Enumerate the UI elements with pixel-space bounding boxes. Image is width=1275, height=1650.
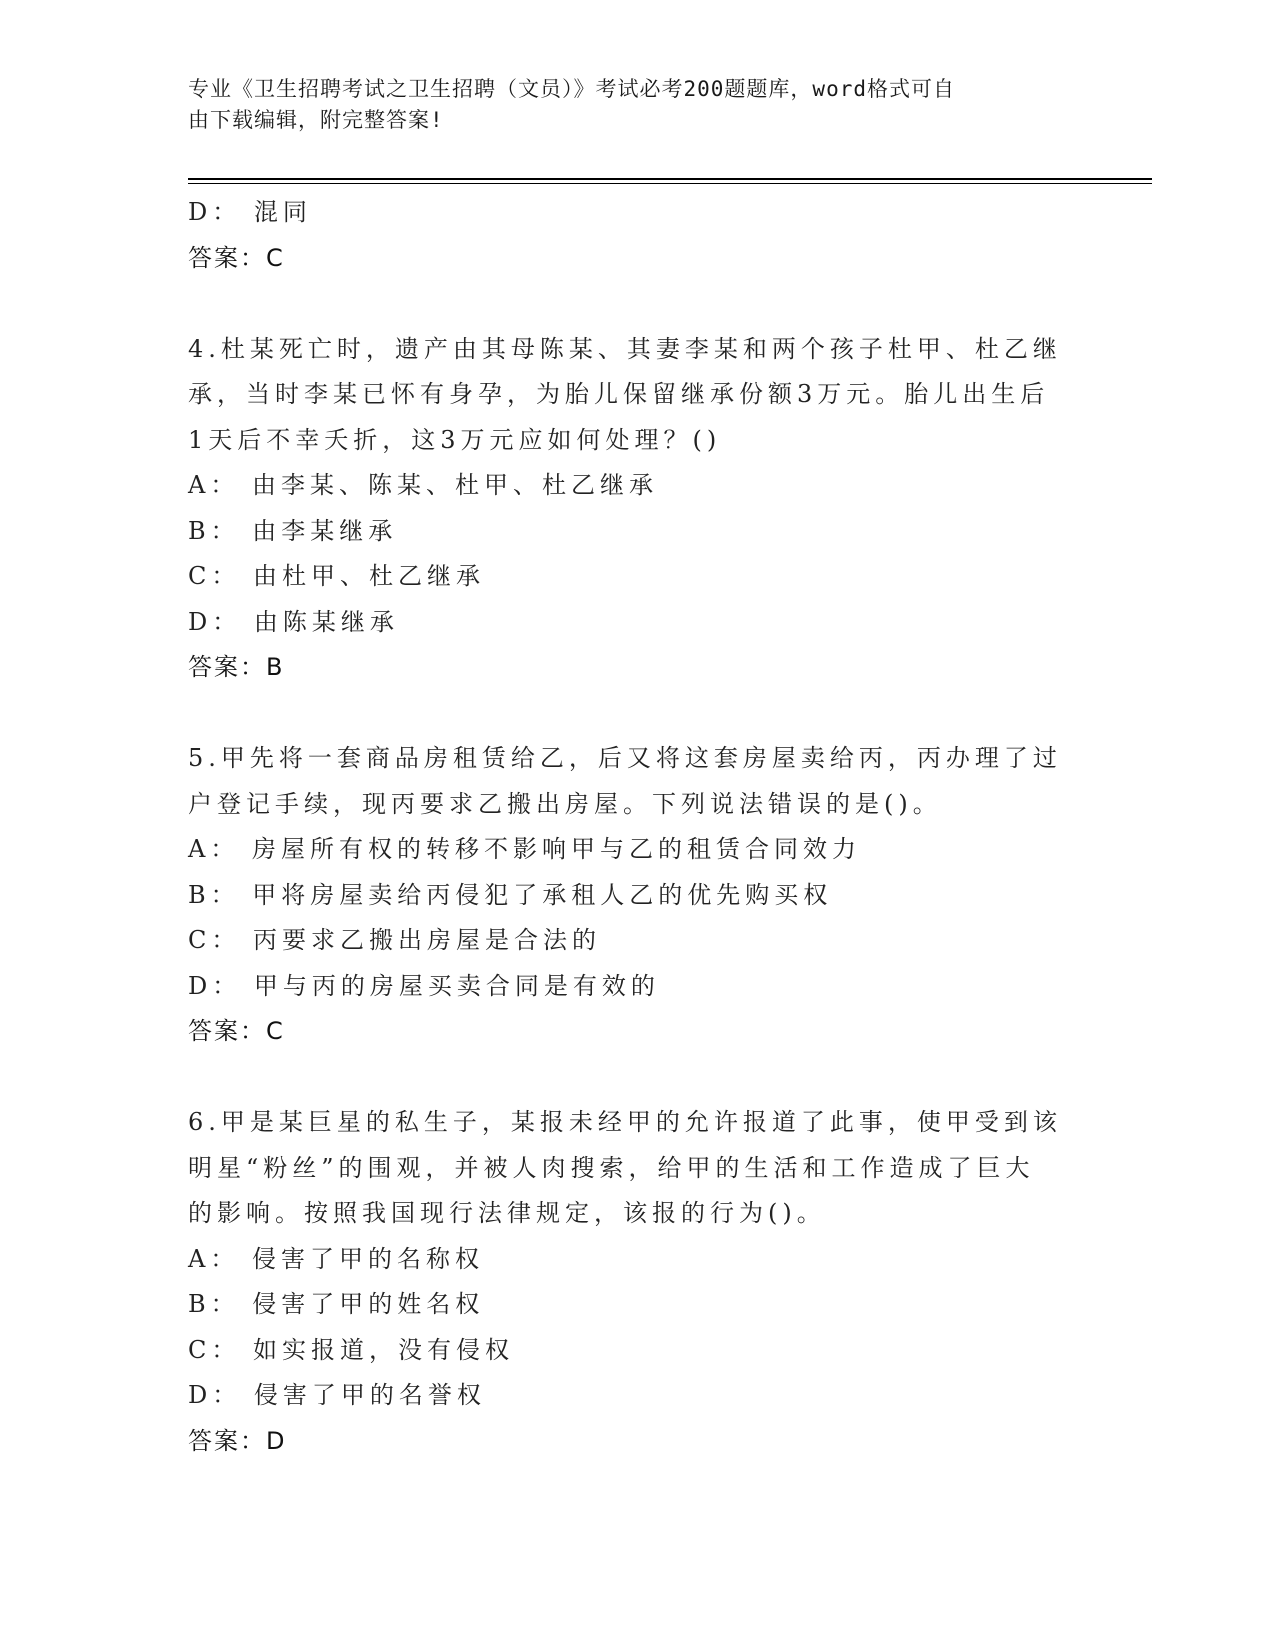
q5-answer: 答案：C [188,1017,285,1045]
q5-stem-line: 5.甲先将一套商品房租赁给乙，后又将这套房屋卖给丙，丙办理了过 [188,744,1062,772]
q4-option-a: A： 由李某、陈某、杜甲、杜乙继承 [188,471,658,499]
header-line-2: 由下载编辑，附完整答案! [188,108,444,132]
q6-option-c: C： 如实报道，没有侵权 [188,1335,514,1364]
q5-option-a: A： 房屋所有权的转移不影响甲与乙的租赁合同效力 [188,835,861,863]
header-divider-thick [188,178,1152,180]
header-line-1: 专业《卫生招聘考试之卫生招聘（文员）》考试必考200题题库，word格式可自 [188,77,955,101]
spacer [188,691,1068,737]
document-header [188,74,1068,136]
q5-option-c: C： 丙要求乙搬出房屋是合法的 [188,926,601,954]
q5-option-d: D： 甲与丙的房屋买卖合同是有效的 [188,971,660,1000]
q5-stem-line: 户登记手续，现丙要求乙搬出房屋。下列说法错误的是()。 [188,789,942,818]
q6-stem-line: 明星“粉丝”的围观，并被人肉搜索，给甲的生活和工作造成了巨大 [188,1153,1035,1182]
q4-stem-line: 4.杜某死亡时，遗产由其母陈某、其妻李某和两个孩子杜甲、杜乙继 [188,334,1062,363]
q6-answer: 答案：D [188,1426,287,1455]
q4-stem-line: 1天后不幸夭折，这3万元应如何处理？() [188,425,722,454]
q3-option-d: D： 混同 [188,198,312,226]
question-3-tail [188,190,1068,281]
header-divider-thin [188,183,1152,184]
question-6 [188,1100,1068,1464]
q4-stem-line: 承，当时李某已怀有身孕，为胎儿保留继承份额3万元。胎儿出生后 [188,380,1050,408]
spacer [188,281,1068,327]
question-list [188,190,1068,1464]
question-4 [188,327,1068,691]
q6-option-d: D： 侵害了甲的名誉权 [188,1381,486,1409]
q3-answer: 答案：C [188,243,285,272]
q6-stem-line: 6.甲是某巨星的私生子，某报未经甲的允许报道了此事，使甲受到该 [188,1108,1062,1136]
q6-option-b: B： 侵害了甲的姓名权 [188,1290,485,1318]
q4-option-b: B： 由李某继承 [188,516,398,545]
q5-option-b: B： 甲将房屋卖给丙侵犯了承租人乙的优先购买权 [188,880,833,909]
question-5 [188,736,1068,1055]
q4-option-d: D： 由陈某继承 [188,607,399,636]
q6-stem-line: 的影响。按照我国现行法律规定，该报的行为()。 [188,1199,826,1227]
spacer [188,1055,1068,1101]
q6-option-a: A： 侵害了甲的名称权 [188,1244,484,1273]
q4-option-c: C： 由杜甲、杜乙继承 [188,562,485,590]
q4-answer: 答案：B [188,653,285,681]
